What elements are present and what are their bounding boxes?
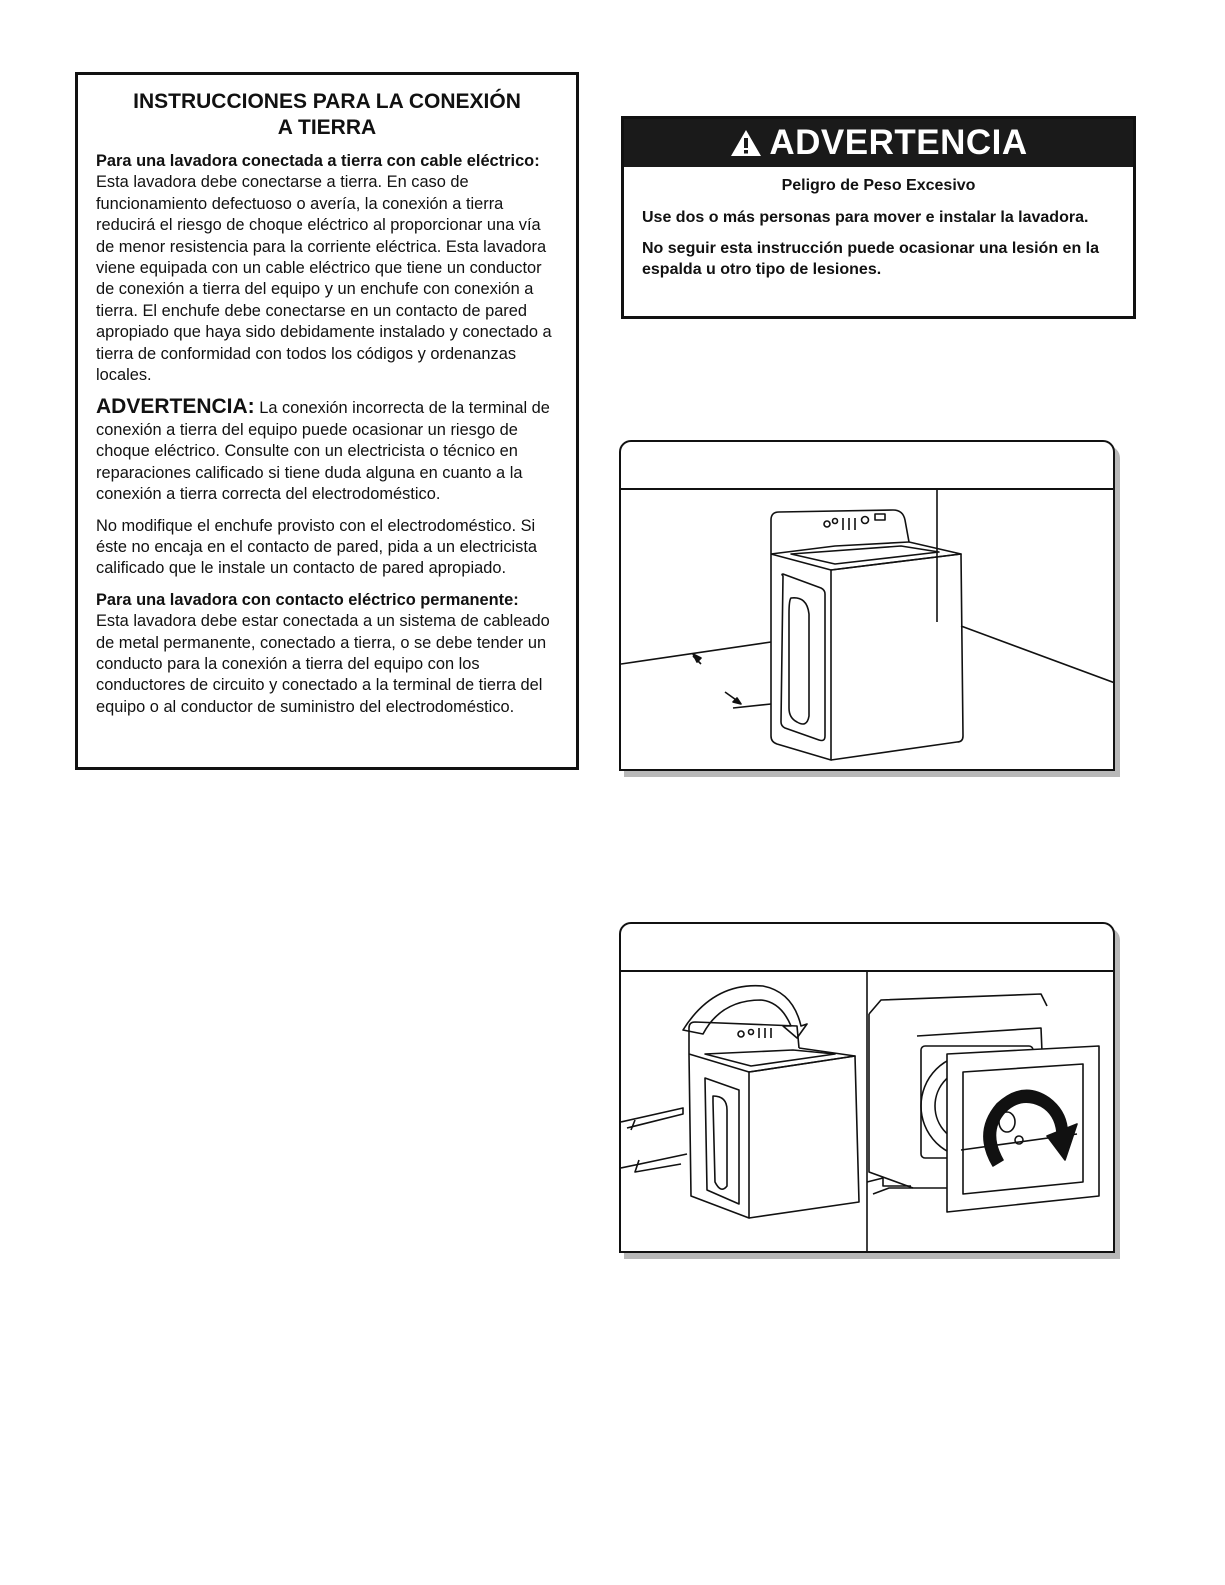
weight-warning-box [621, 116, 1136, 319]
grounding-warning-text: La conexión incorrecta de la terminal de conexión a tierra del equipo puede ocasionar un riesgo de choque eléctrico. Consulte con un electricista o técnico en reparaciones calificado si tiene duda alguna en cuanto a la conexión a tierra correcta del electrodoméstico. [96, 399, 550, 504]
grounding-warning-section [96, 396, 558, 505]
washer-clearance-illustration [621, 490, 1113, 771]
permanent-heading: Para una lavadora con contacto eléctrico permanente: [96, 590, 519, 609]
warning-subtitle: Peligro de Peso Excesivo [781, 177, 976, 194]
permanent-text: Esta lavadora debe estar conectada a un sistema de cableado de metal permanente, conectado a tierra, o se debe tender un conducto para la conexión a tierra del equipo con los conductores de circuito y conectado a la terminal de tierra del equipo o al conductor de suministro del electrodoméstico. [96, 612, 550, 716]
grounding-warning-lead: ADVERTENCIA: [96, 395, 255, 419]
corded-heading: Para una lavadora conectada a tierra con cable eléctrico: [96, 152, 540, 170]
permanent-section [96, 590, 558, 718]
warning-line-1: Use dos o más personas para mover e instalar la lavadora. [642, 209, 1089, 226]
figure-washer-clearance [619, 440, 1115, 771]
warning-triangle-icon [729, 128, 763, 158]
warning-title: ADVERTENCIA [769, 123, 1028, 162]
figure-washer-tipping [619, 922, 1115, 1253]
corded-section [96, 151, 558, 386]
warning-header [624, 119, 1133, 167]
plug-text: No modifique el enchufe provisto con el electrodoméstico. Si éste no encaja en el contacto de pared, pida a un electricista calificado que le instale un contacto de pared apropiado. [96, 516, 538, 578]
washer-tipping-illustration [621, 972, 1113, 1253]
grounding-title: INSTRUCCIONES PARA LA CONEXIÓN A TIERRA [133, 90, 521, 139]
figure-2-header [621, 924, 1113, 972]
corded-text: Esta lavadora debe conectarse a tierra. En caso de funcionamiento defectuoso o avería, la conexión a tierra reducirá el riesgo de choque eléctrico al proporcionar una vía de menor resistencia para la corriente eléctrica. Esta lavadora viene equipada con un cable eléctrico que tiene un conductor de conexión a tierra del equipo y un enchufe con conexión a tierra. El enchufe debe conectarse en un contacto de pared apropiado que haya sido debidamente instalado y conectado a tierra de conformidad con todos los códigos y ordenanzas locales. [96, 173, 552, 385]
warning-body [624, 167, 1133, 280]
figure-1-header [621, 442, 1113, 490]
warning-line-2: No seguir esta instrucción puede ocasionar una lesión en la espalda u otro tipo de lesiones. [642, 240, 1100, 278]
grounding-instructions-box [75, 72, 579, 770]
